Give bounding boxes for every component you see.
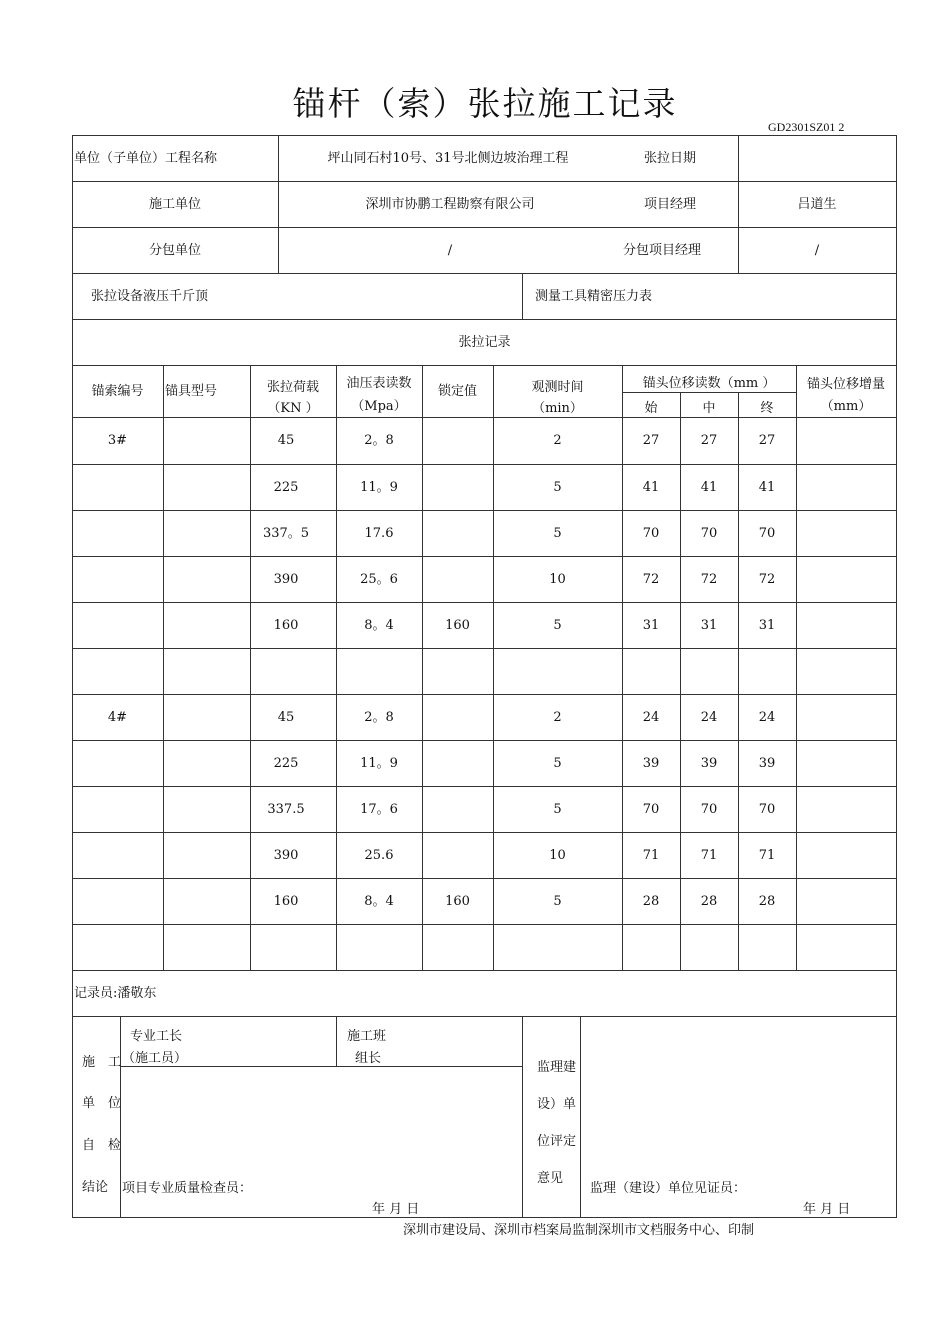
cell-mid: 71 <box>700 848 718 863</box>
page-title: 锚杆（索）张拉施工记录 <box>292 84 678 123</box>
cell-start: 70 <box>642 526 660 541</box>
col-load-unit: （KN ） <box>267 401 319 416</box>
cell-load: 160 <box>273 894 299 909</box>
cell-mid: 41 <box>700 480 718 495</box>
side-label-3: 自 检 <box>82 1138 122 1153</box>
col-start: 始 <box>644 401 658 416</box>
equipment-label: 张拉设备液压千斤顶 <box>91 289 209 304</box>
tool-label: 测量工具精密压力表 <box>535 289 653 304</box>
cell-mid: 39 <box>700 756 718 771</box>
cell-load: 160 <box>273 618 299 633</box>
cell-end: 70 <box>758 526 776 541</box>
cell-time: 2 <box>553 710 562 725</box>
col-gauge-unit: （Mpa） <box>351 399 407 414</box>
cell-gauge: 17.6 <box>364 526 394 541</box>
cell-time: 2 <box>553 433 562 448</box>
unit-value: 坪山同石村10号、31号北侧边坡治理工程 <box>327 151 569 166</box>
cell-load: 337。5 <box>262 526 310 541</box>
cell-load: 45 <box>277 710 295 725</box>
cell-load: 225 <box>273 480 299 495</box>
cell-end: 27 <box>758 433 776 448</box>
cell-load: 337.5 <box>267 802 305 817</box>
recorder: 记录员:潘敬东 <box>74 986 157 1001</box>
date-left: 年 月 日 <box>372 1202 420 1217</box>
cell-mid: 28 <box>700 894 718 909</box>
record-label: 张拉记录 <box>458 335 511 350</box>
cell-start: 72 <box>642 572 660 587</box>
cell-time: 5 <box>553 802 562 817</box>
cell-start: 28 <box>642 894 660 909</box>
cell-mid: 70 <box>700 526 718 541</box>
witness-label: 监理（建设）单位见证员： <box>590 1181 747 1196</box>
cell-end: 41 <box>758 480 776 495</box>
sub-label: 分包单位 <box>148 243 201 258</box>
cell-end: 31 <box>758 618 776 633</box>
cell-gauge: 2。8 <box>364 710 394 725</box>
unit-label: 单位（子单位）工程名称 <box>74 151 218 166</box>
cell-gauge: 8。4 <box>364 894 394 909</box>
team-label: 施工班 <box>347 1029 387 1044</box>
col-time-unit: （min） <box>532 401 583 416</box>
cell-end: 71 <box>758 848 776 863</box>
cell-load: 225 <box>273 756 299 771</box>
col-lock: 锁定值 <box>437 384 477 399</box>
sub-pm-label: 分包项目经理 <box>623 243 702 258</box>
col-anchor-no: 锚索编号 <box>91 384 144 399</box>
cell-start: 31 <box>642 618 660 633</box>
col-mid: 中 <box>702 401 716 416</box>
date-label: 张拉日期 <box>644 151 697 166</box>
cell-time: 10 <box>549 848 566 863</box>
col-end: 终 <box>760 401 774 416</box>
date-right: 年 月 日 <box>803 1202 851 1217</box>
cell-start: 27 <box>642 433 660 448</box>
contractor-label: 施工单位 <box>148 197 201 212</box>
inspector-label: 项目专业质量检查员： <box>122 1181 253 1196</box>
form-code: GD2301SZ01 2 <box>768 120 845 134</box>
cell-gauge: 11。9 <box>360 480 398 495</box>
cell-start: 41 <box>642 480 660 495</box>
col-disp-group: 锚头位移读数（mm ） <box>642 376 776 391</box>
team-label-sub: 组长 <box>355 1051 382 1066</box>
col-anchor-type: 锚具型号 <box>165 384 218 399</box>
cell-gauge: 25.6 <box>364 848 394 863</box>
cell-gauge: 11。9 <box>360 756 398 771</box>
cell-time: 5 <box>553 618 562 633</box>
cell-start: 24 <box>642 710 660 725</box>
cell-mid: 24 <box>700 710 718 725</box>
sub-pm-value: / <box>814 243 820 258</box>
foreman-label: 专业工长 <box>130 1029 183 1044</box>
supervisor-label-1: 监理建 <box>537 1060 577 1075</box>
cell-mid: 31 <box>700 618 718 633</box>
cell-end: 70 <box>758 802 776 817</box>
pm-label: 项目经理 <box>644 197 697 212</box>
cell-anchor-no: 3# <box>107 433 128 448</box>
side-label-2: 单 位 <box>82 1096 122 1111</box>
cell-end: 72 <box>758 572 776 587</box>
side-label-4: 结论 <box>82 1180 109 1195</box>
col-increment: 锚头位移增量 <box>806 377 885 392</box>
sub-value: / <box>447 243 453 258</box>
col-increment-unit: （mm） <box>820 399 872 414</box>
cell-lock: 160 <box>445 618 470 633</box>
cell-gauge: 25。6 <box>360 572 398 587</box>
supervisor-label-4: 意见 <box>537 1171 564 1186</box>
cell-start: 70 <box>642 802 660 817</box>
supervisor-label-3: 位评定 <box>537 1134 577 1149</box>
cell-gauge: 8。4 <box>364 618 394 633</box>
cell-time: 5 <box>553 894 562 909</box>
foreman-label-sub: （施工员） <box>122 1051 188 1066</box>
cell-anchor-no: 4# <box>107 710 128 725</box>
cell-end: 39 <box>758 756 776 771</box>
cell-mid: 27 <box>700 433 718 448</box>
cell-end: 28 <box>758 894 776 909</box>
col-time: 观测时间 <box>531 380 584 395</box>
cell-time: 5 <box>553 756 562 771</box>
cell-load: 390 <box>273 572 299 587</box>
col-gauge: 油压表读数 <box>346 376 412 391</box>
supervisor-label-2: 设）单 <box>537 1097 577 1112</box>
contractor-value: 深圳市协鹏工程勘察有限公司 <box>365 197 535 212</box>
cell-start: 71 <box>642 848 660 863</box>
side-label-1: 施 工 <box>82 1055 122 1070</box>
cell-lock: 160 <box>445 894 470 909</box>
cell-load: 45 <box>277 433 295 448</box>
cell-gauge: 17。6 <box>360 802 398 817</box>
cell-gauge: 2。8 <box>364 433 394 448</box>
footer-note: 深圳市建设局、深圳市档案局监制深圳市文档服务中心、印制 <box>403 1223 755 1238</box>
cell-time: 5 <box>553 480 562 495</box>
pm-value: 吕道生 <box>797 197 837 212</box>
cell-mid: 70 <box>700 802 718 817</box>
cell-time: 5 <box>553 526 562 541</box>
cell-start: 39 <box>642 756 660 771</box>
col-load: 张拉荷载 <box>266 380 319 395</box>
cell-end: 24 <box>758 710 776 725</box>
cell-time: 10 <box>549 572 566 587</box>
cell-mid: 72 <box>700 572 718 587</box>
cell-load: 390 <box>273 848 299 863</box>
